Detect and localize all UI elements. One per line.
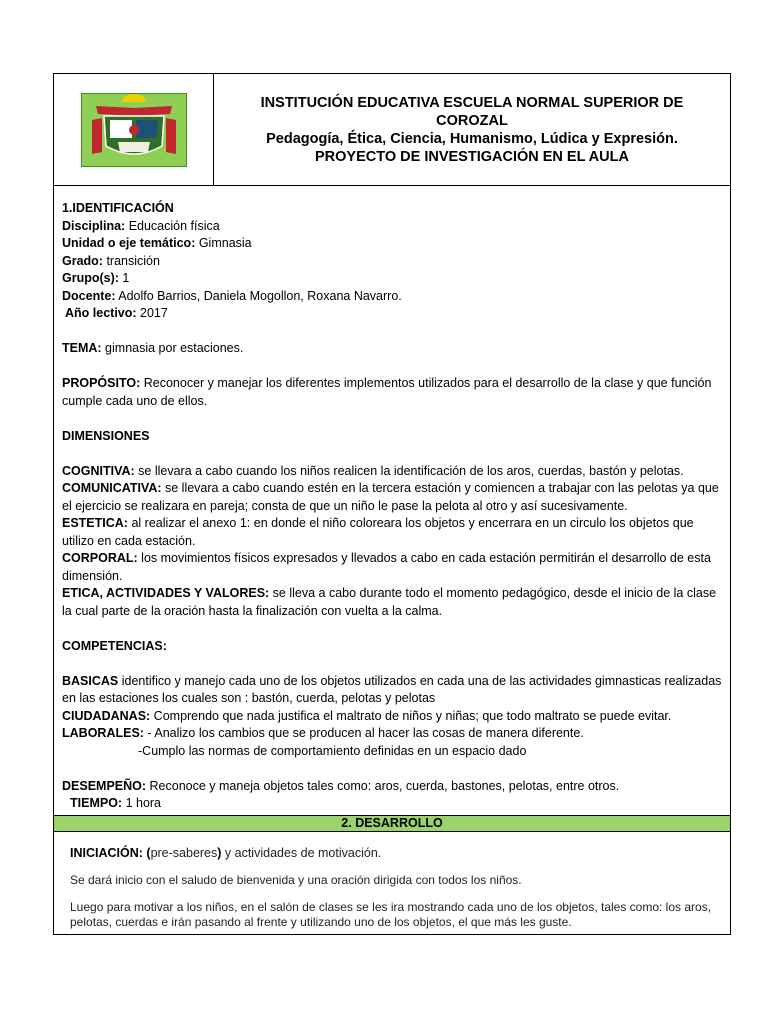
field-value: 1 bbox=[118, 271, 130, 285]
title-line-1: INSTITUCIÓN EDUCATIVA ESCUELA NORMAL SUPERIOR DE bbox=[260, 94, 684, 111]
dimension-item bbox=[62, 463, 722, 481]
field-value: Gimnasia bbox=[195, 236, 252, 250]
title-line-2: COROZAL bbox=[436, 112, 508, 129]
iniciacion-end: y actividades de motivación. bbox=[221, 845, 382, 860]
field-value: identifico y manejo cada uno de los objetos utilizados en cada una de las actividades gimnasticas realizadas en las estaciones los cuales son : bastón, cuerda, pelotas y pelotas bbox=[62, 673, 722, 705]
identification-section bbox=[54, 186, 730, 815]
field-value: Comprendo que nada justifica el maltrato de niños y niñas; que todo maltrato se puede evitar. bbox=[150, 708, 672, 723]
grado-row bbox=[62, 253, 722, 271]
field-value: Educación física bbox=[125, 218, 220, 233]
field-label: ESTETICA: bbox=[62, 516, 128, 530]
field-label: Grado: bbox=[62, 253, 103, 268]
field-label: COGNITIVA: bbox=[62, 463, 135, 478]
field-label: PROPÓSITO: bbox=[62, 376, 141, 390]
desarrollo-section bbox=[54, 832, 730, 934]
field-value: se lleva a cabo durante todo el momento pedagógico, desde el inicio de la clase la cual parte de la oración hasta la finalización con vuelta a la calma. bbox=[62, 586, 717, 618]
field-label: TEMA: bbox=[62, 341, 102, 355]
tiempo-row bbox=[62, 795, 722, 813]
field-value: se llevara a cabo cuando estén en la tercera estación y comiencen a trabajar con las pelotas ya que el ejercicio se realizara en pareja; consta de que un niño le pase la pelota al otro y así sucesivamente. bbox=[62, 481, 719, 513]
dimension-item bbox=[62, 585, 722, 620]
field-label: CORPORAL: bbox=[62, 551, 138, 565]
field-label: Docente: bbox=[62, 288, 116, 303]
field-value: Reconocer y manejar los diferentes implementos utilizados para el desarrollo de la clase y que función cumple cada uno de ellos. bbox=[62, 376, 712, 408]
grupo-row bbox=[62, 270, 722, 288]
field-value: gimnasia por estaciones. bbox=[101, 341, 244, 355]
iniciacion-paren: ) bbox=[217, 845, 222, 860]
field-label: Unidad o eje temático: bbox=[62, 236, 196, 250]
desempeno-row bbox=[62, 778, 722, 796]
unidad-row bbox=[62, 235, 722, 253]
field-label: ETICA, ACTIVIDADES Y VALORES: bbox=[62, 586, 270, 600]
field-label: LABORALES: bbox=[62, 726, 144, 740]
desarrollo-paragraph: Se dará inicio con el saludo de bienvenida y una oración dirigida con todos los niños. bbox=[70, 872, 522, 887]
competencia-basicas bbox=[62, 673, 722, 708]
field-value: Reconoce y maneja objetos tales como: aros, cuerda, bastones, pelotas, entre otros. bbox=[146, 778, 620, 793]
competencia-laborales-2: -Cumplo las normas de comportamiento definidas en un espacio dado bbox=[138, 743, 527, 758]
field-label: DESEMPEÑO: bbox=[62, 778, 147, 793]
iniciacion-mid: pre-saberes bbox=[150, 845, 218, 860]
tema-row bbox=[62, 340, 722, 358]
iniciacion-label: INICIACIÓN: ( bbox=[70, 845, 151, 860]
field-value: al realizar el anexo 1: en donde el niño coloreara los objetos y encerrara en un circulo los objetos que utilizo en cada estación. bbox=[62, 516, 694, 548]
field-value: 2017 bbox=[136, 306, 168, 320]
document-table bbox=[53, 73, 731, 935]
title-line-4: PROYECTO DE INVESTIGACIÓN EN EL AULA bbox=[315, 148, 629, 165]
section-heading: 1.IDENTIFICACIÓN bbox=[62, 201, 174, 215]
field-label: Disciplina: bbox=[62, 218, 126, 233]
field-label: COMUNICATIVA: bbox=[62, 481, 162, 495]
field-value: Adolfo Barrios, Daniela Mogollon, Roxana Navarro. bbox=[115, 288, 402, 303]
field-value: 1 hora bbox=[122, 796, 162, 810]
institution-title bbox=[214, 74, 730, 185]
proposito-row bbox=[62, 375, 722, 410]
desarrollo-paragraph: Luego para motivar a los niños, en el salón de clases se les ira mostrando cada uno de los objetos, tales como: los aros, pelotas, cuerdas e irán pasando al frente y utilizando uno de los objetos, el que más les guste. bbox=[70, 899, 712, 929]
dimensiones-heading: DIMENSIONES bbox=[62, 428, 150, 443]
field-label: BASICAS bbox=[62, 673, 119, 688]
competencia-laborales bbox=[62, 725, 722, 743]
school-crest-logo bbox=[81, 93, 187, 167]
field-label: Grupo(s): bbox=[62, 271, 119, 285]
disciplina-row bbox=[62, 218, 722, 236]
competencias-heading: COMPETENCIAS: bbox=[62, 638, 167, 653]
field-value: se llevara a cabo cuando los niños realicen la identificación de los aros, cuerdas, bastón y pelotas. bbox=[134, 463, 684, 478]
iniciacion-heading bbox=[70, 846, 714, 861]
dimension-item bbox=[62, 550, 722, 585]
dimension-item bbox=[62, 480, 722, 515]
title-line-3: Pedagogía, Ética, Ciencia, Humanismo, Lúdica y Expresión. bbox=[266, 130, 678, 147]
dimension-item bbox=[62, 515, 722, 550]
field-label: Año lectivo: bbox=[62, 306, 137, 320]
desarrollo-heading-bar: 2. DESARROLLO bbox=[54, 815, 730, 832]
docente-row bbox=[62, 288, 722, 306]
field-value: los movimientos físicos expresados y llevados a cabo en cada estación permitirán el desarrollo de esta dimensión. bbox=[62, 551, 711, 583]
field-label: TIEMPO: bbox=[70, 796, 123, 810]
anio-row bbox=[62, 305, 722, 323]
field-value: - Analizo los cambios que se producen al hacer las cosas de manera diferente. bbox=[143, 726, 584, 740]
competencia-ciudadanas bbox=[62, 708, 722, 726]
field-label: CIUDADANAS: bbox=[62, 708, 151, 723]
logo-cell bbox=[54, 74, 214, 185]
field-value: transición bbox=[102, 253, 160, 268]
header-row bbox=[54, 74, 730, 186]
